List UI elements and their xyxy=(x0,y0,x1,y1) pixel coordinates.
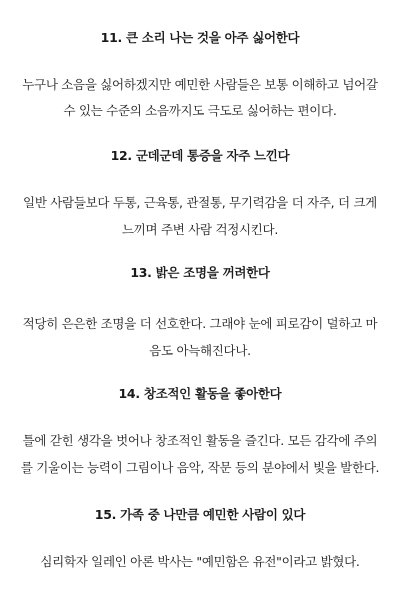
section-body-13-line-2: 음도 아늑해진다나. xyxy=(149,343,251,358)
section-body-12-line-1: 일반 사람들보다 두통, 근육통, 관절통, 무기력감을 더 자주, 더 크게 xyxy=(23,195,377,210)
section-heading-13: 13. 밝은 조명을 꺼려한다 xyxy=(130,265,270,280)
section-body-15-line-1: 심리학자 일레인 아론 박사는 "예민함은 유전"이라고 밝혔다. xyxy=(40,554,360,569)
section-heading-11: 11. 큰 소리 나는 것을 아주 싫어한다 xyxy=(100,30,300,45)
section-heading-15: 15. 가족 중 나만큼 예민한 사람이 있다 xyxy=(94,507,306,522)
section-body-11-line-1: 누구나 소음을 싫어하겠지만 예민한 사람들은 보통 이해하고 넘어갈 xyxy=(22,77,378,92)
section-heading-12: 12. 군데군데 통증을 자주 느낀다 xyxy=(110,148,290,163)
section-heading-14: 14. 창조적인 활동을 좋아한다 xyxy=(118,386,282,401)
section-body-14-line-1: 틀에 갇힌 생각을 벗어나 창조적인 활동을 즐긴다. 모든 감각에 주의 xyxy=(22,433,378,448)
section-body-13-line-1: 적당히 은은한 조명을 더 선호한다. 그래야 눈에 피로감이 덜하고 마 xyxy=(22,316,378,331)
section-body-12-line-2: 느끼며 주변 사람 걱정시킨다. xyxy=(122,222,278,237)
section-body-11-line-2: 수 있는 수준의 소음까지도 극도로 싫어하는 편이다. xyxy=(63,103,337,118)
section-body-14-line-2: 를 기울이는 능력이 그림이나 음악, 작문 등의 분야에서 빛을 발한다. xyxy=(20,460,380,475)
